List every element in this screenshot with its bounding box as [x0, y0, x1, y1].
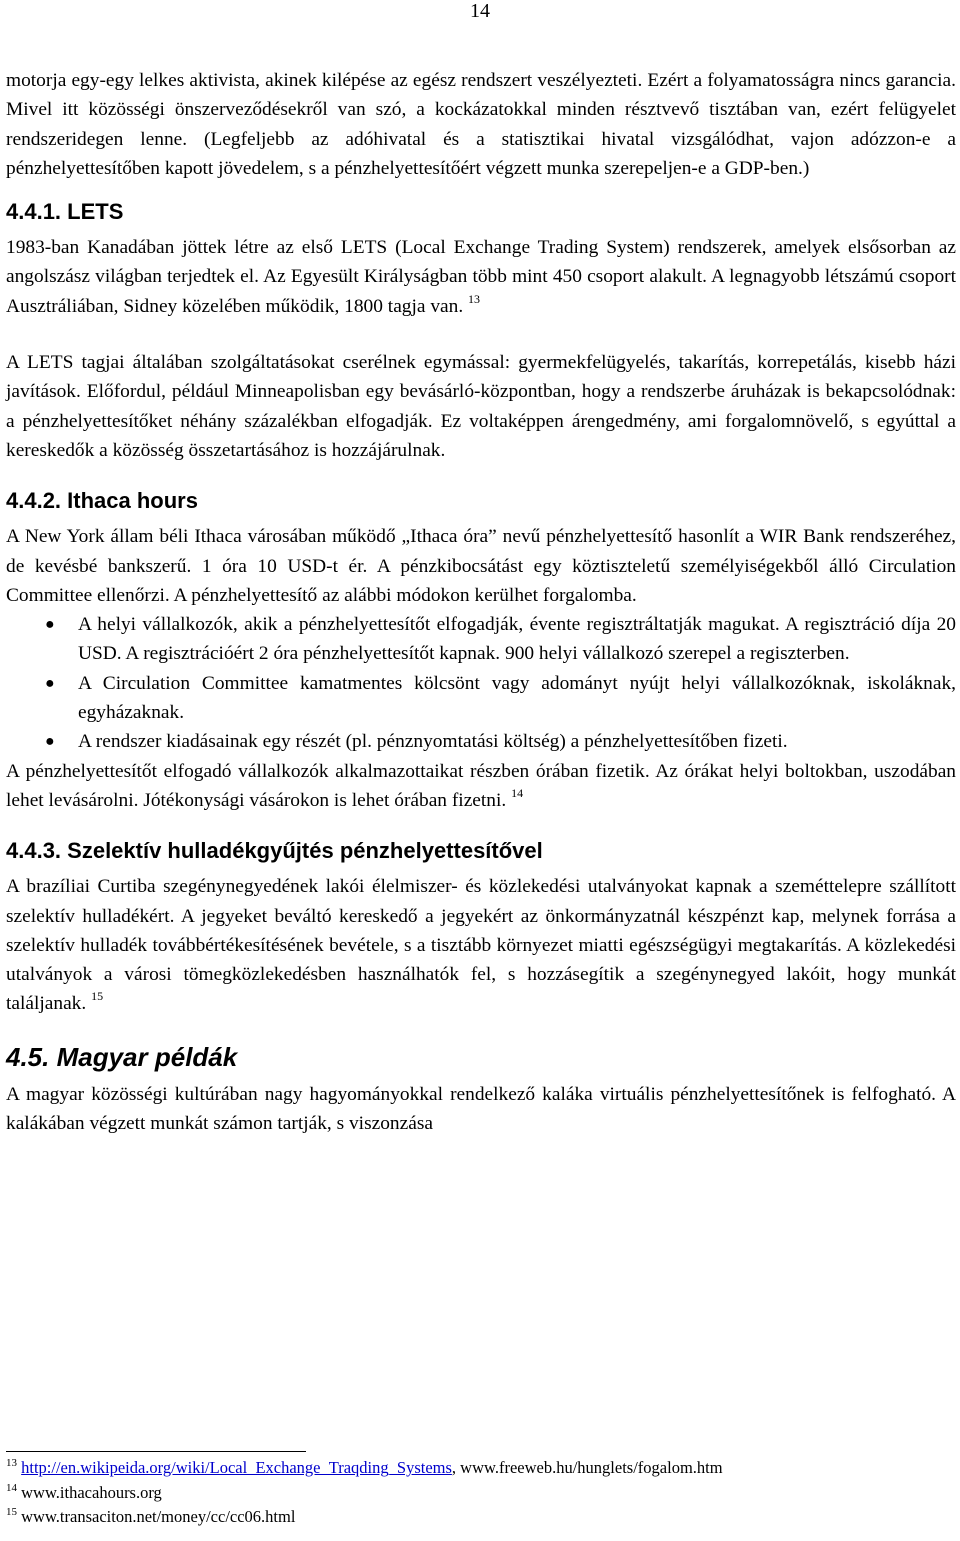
bullet-icon: ● — [45, 733, 55, 751]
list-item-text: A rendszer kiadásainak egy részét (pl. pénznyomtatási költség) a pénzhelyettesítőben fizeti. — [78, 731, 788, 753]
ithaca-bullet-list — [6, 610, 956, 756]
hungarian-paragraph-1: A magyar közösségi kultúrában nagy hagyományokkal rendelkező kaláka virtuális pénzhelyettesítőnek is felfogható. A kalákában végzett munkát számon tartják, s viszonzása — [6, 1083, 956, 1135]
footnote-text: www.transaciton.net/money/cc/cc06.html — [21, 1507, 296, 1526]
list-item — [6, 727, 956, 756]
section-heading-selective-waste: 4.4.3. Szelektív hulladékgyűjtés pénzhelyettesítővel — [6, 838, 543, 864]
footnote-15 — [6, 1505, 956, 1530]
list-item — [6, 610, 956, 669]
footnote-ref-13[interactable]: 13 — [468, 291, 481, 306]
ithaca-paragraph-1: A New York állam béli Ithaca városában működő „Ithaca óra” nevű pénzhelyettesítő hasonlít a WIR Bank rendszeréhez, de kevésbé bankszerű. 1 óra 10 USD-t ér. A pénzkibocsátást egy köztiszteletű személyiségekből álló Circulation Committee ellenőrzi. A pénzhelyettesítő az alábbi módokon kerülhet forgalomba. — [6, 526, 956, 606]
footnote-text: , www.freeweb.hu/hunglets/fogalom.htm — [451, 1458, 723, 1477]
ithaca-paragraph-2 — [6, 757, 956, 816]
footnote-number: 14 — [6, 1481, 17, 1494]
list-item-text: A Circulation Committee kamatmentes kölcsönt vagy adományt nyújt helyi vállalkozóknak, iskoláknak, egyházaknak. — [78, 672, 956, 724]
list-item — [6, 669, 956, 728]
list-item-text: A helyi vállalkozók, akik a pénzhelyettesítőt elfogadják, évente regisztráltatják magukat. A regisztráció díja 20 USD. A regisztrációért 2 óra pénzhelyettesítőt kapnak. 900 helyi vállalkozó szerepel a regiszterben. — [78, 614, 956, 665]
footnotes — [6, 1451, 956, 1530]
bullet-icon: ● — [45, 674, 55, 692]
page-body — [6, 66, 956, 1138]
page-number: 14 — [470, 0, 490, 22]
footnote-ref-15[interactable]: 15 — [91, 989, 104, 1004]
lets-paragraph-2: A LETS tagjai általában szolgáltatásokat cserélnek egymással: gyermekfelügyelés, takarítás, korrepetálás, kisebb házi javítások. Előfordul, például Minneapolisban egy bevásárló-központban, hogy a rendszerbe áruházak is bekapcsolódnak: a pénzhelyettesítőket néhány százalékban elfogadják. Ez voltaképpen árengedmény, ami forgalomnövelő, s egyúttal a kereskedők a közösség összetartásához is hozzájárulnak. — [6, 352, 956, 461]
footnote-text: www.ithacahours.org — [21, 1482, 162, 1502]
section-heading-lets: 4.4.1. LETS — [6, 199, 124, 225]
intro-paragraph: motorja egy-egy lelkes aktivista, akinek kilépése az egész rendszert veszélyezteti. Ezért a folyamatosságra nincs garancia. Mivel itt közösségi önszerveződésekről van szó, a kockázatokkal minden résztvevő tisztában van, ezért felügyelet rendszeridegen lenne. (Legfeljebb az adóhivatal és a statisztikai hivatal vizsgálódhat, vajon adózzon-e a pénzhelyettesítőben kapott jövedelem, s a pénzhelyettesítőért végzett munka szerepeljen-e a GDP-ben.) — [6, 70, 956, 179]
footnote-divider — [6, 1451, 306, 1452]
footnote-number: 15 — [6, 1506, 17, 1518]
footnote-ref-14[interactable]: 14 — [511, 785, 524, 800]
lets-paragraph-1-text: 1983-ban Kanadában jöttek létre az első LETS (Local Exchange Trading System) rendszerek, amelyek elsősorban az angolszász világban terjedtek el. Az Egyesült Királyságban több mint 450 csoport alakult. A legnagyobb létszámú csoport Ausztráliában, Sidney közelében működik, 1800 tagja van. — [6, 237, 956, 317]
section-heading-hungarian-examples: 4.5. Magyar példák — [6, 1041, 238, 1072]
footnote-link-wikipedia[interactable]: http://en.wikipeida.org/wiki/Local_Exchange_Traqding_Systems — [21, 1458, 452, 1477]
selective-paragraph-1 — [6, 872, 956, 1018]
bullet-icon: ● — [45, 616, 55, 634]
selective-paragraph-1-text: A brazíliai Curtiba szegénynegyedének lakói élelmiszer- és közlekedési utalványokat kapnak a szeméttelepre szállított szelektív hulladékért. A jegyeket beváltó kereskedő a jegyekért az önkormányzatnál készpénzt kap, melynek forrása a szelektív hulladék továbbértékesítésének bevétele, s a tisztább környezet miatti egészségügyi megtakarítás. A közlekedési utalványok a városi tömegközlekedésben használhatók fel, s hozzásegítik a szegénynegyed lakóit, hogy munkát találjanak. — [6, 876, 956, 1015]
footnote-13 — [6, 1456, 956, 1481]
lets-paragraph-1 — [6, 233, 956, 321]
footnote-14 — [6, 1481, 956, 1506]
section-heading-ithaca: 4.4.2. Ithaca hours — [6, 488, 198, 514]
footnote-number: 13 — [6, 1457, 17, 1469]
ithaca-paragraph-2-text: A pénzhelyettesítőt elfogadó vállalkozók alkalmazottaikat részben órában fizetik. Az órákat helyi boltokban, uszodában lehet levásárolni. Jótékonysági vásárokon is lehet órában fizetni. — [6, 760, 956, 811]
